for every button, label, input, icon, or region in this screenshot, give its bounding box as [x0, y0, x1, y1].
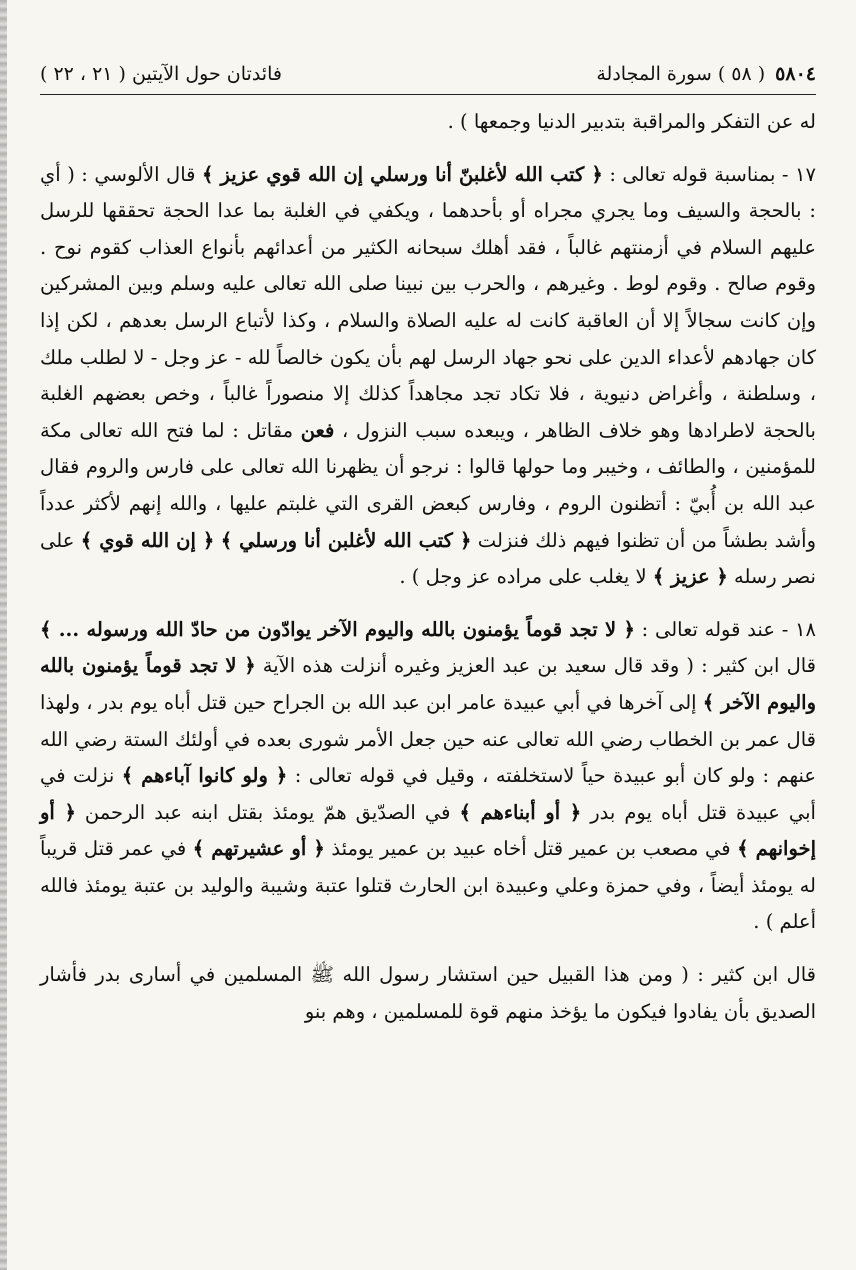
text-run: قال ابن كثير : ( ومن هذا القبيل حين استشار رسول الله ﷺ المسلمين في أسارى بدر فأشار الصديق بأن يفادوا فيكون ما يؤخذ منهم قوة للمسلمين ، وهم بنو [40, 963, 816, 1023]
page-number: ٥٨٠٤ [775, 63, 816, 85]
text-run: مقاتل : لما فتح الله تعالى مكة للمؤمنين ، والطائف ، وخيبر وما حولها قالوا : نرجو أن يظهرنا الله تعالى على فارس والروم فقال عبد الله بن أُبيّ : أتظنون الروم ، وفارس كبعض القرى التي غلبتم عليها ، والله إنهم لأكثر عدداً وأشد بطشاً من أن تظنوا فيهم ذلك فنزلت [40, 418, 816, 552]
paragraph [40, 612, 816, 941]
quran-verse: ﴿ كتب الله لأغلبن أنا ورسلي ﴾ [220, 528, 472, 552]
text-run: قال ابن كثير : ( وقد قال سعيد بن عبد العزيز وغيره أنزلت هذه الآية [255, 654, 817, 678]
book-page [40, 0, 816, 1270]
section-title: فائدتان حول الآيتين ( ٢١ ، ٢٢ ) [40, 63, 282, 85]
text-run: لا يغلب على مراده عز وجل ) . [399, 565, 653, 589]
scanned-page-edge [0, 0, 7, 1270]
quran-verse: ﴿ لا تجد قوماً يؤمنون بالله واليوم الآخر ﴾ [40, 654, 816, 714]
text-run: قال الألوسي : ( أي : بالحجة والسيف وما يجري مجراه أو بأحدهما ، ويكفي في الغلبة بما عدا الحجة تحققها للرسل عليهم السلام في أزمنتهم غالباً ، فقد أهلك سبحانه الكثير من أعدائهم بأنواع العذاب كقوم نوح . وقوم صالح . وقوم لوط . وغيرهم ، والحرب بين نبينا صلى الله تعالى عليه وسلم وبين المشركين وإن كانت سجالاً إلا أن العاقبة كانت له عليه الصلاة والسلام ، وكذا لأتباع الرسل بعدهم ، لكن إذا كان جهادهم لأعداء الدين على نحو جهاد الرسل لهم بأن يكون خالصاً لله - عز وجل - لا لطلب ملك ، وسلطنة ، وأغراض دنيوية ، فلا تكاد تجد مجاهداً كذلك إلا منصوراً غالباً ، وخص بعضهم الغلبة بالحجة لاطرادها وهو خلاف الظاهر ، ويبعده سبب النزول ، [40, 162, 816, 442]
quran-verse: ﴿ أو إخوانهم ﴾ [40, 800, 816, 861]
paragraph [40, 957, 816, 1030]
text-run: نزلت في أبي عبيدة قتل أباه يوم بدر [40, 764, 816, 824]
paragraph [40, 157, 816, 596]
quran-verse: ﴿ ولو كانوا آباءهم ﴾ [121, 764, 288, 788]
paragraph [40, 104, 816, 141]
text-run: في مصعب بن عمير قتل أخاه عبيد بن عمير يومئذ [324, 837, 738, 861]
text-run: على نصر رسله [40, 528, 816, 589]
quran-verse: ﴿ إن الله قوي ﴾ [80, 528, 215, 552]
text-run: ١٨ - عند قوله تعالى : [634, 617, 816, 641]
quran-verse: فعن [300, 418, 335, 442]
surah-title: ( ٥٨ ) سورة المجادلة [596, 63, 766, 85]
running-header [40, 58, 816, 90]
quran-verse: ﴿ أو أبناءهم ﴾ [459, 800, 582, 824]
text-run: ١٧ - بمناسبة قوله تعالى : [602, 162, 816, 186]
quran-verse: ﴿ كتب الله لأغلبنّ أنا ورسلي إن الله قوي عزيز ﴾ [201, 162, 603, 186]
header-right [596, 58, 816, 90]
text-run: في عمر قتل قريباً له يومئذ أيضاً ، وفي حمزة وعلي وعبيدة ابن الحارث قتلوا عتبة وشيبة والوليد بن عتبة يومئذ فالله أعلم ) . [40, 837, 816, 934]
page-body [40, 104, 816, 1030]
quran-verse: ﴿ لا تجد قوماً يؤمنون بالله واليوم الآخر يوادّون من حادّ الله ورسوله ... ﴾ [40, 617, 635, 641]
text-run: في الصدّيق همّ يومئذ بقتل ابنه عبد الرحمن [75, 800, 460, 824]
quran-verse: ﴿ أو عشيرتهم ﴾ [192, 837, 325, 861]
quran-verse: ﴿ عزيز ﴾ [652, 565, 728, 589]
text-run: إلى آخرها في أبي عبيدة عامر ابن عبد الله بن الجراح حين قتل أباه يوم بدر ، ولهذا قال عمر بن الخطاب رضي الله تعالى عنه حين جعل الأمر شورى بعده في أولئك الستة رضي الله عنهم : ولو كان أبو عبيدة حياً لاستخلفته ، وقيل في قوله تعالى : [40, 690, 816, 788]
text-run: له عن التفكر والمراقبة بتدبير الدنيا وجمعها ) . [447, 110, 816, 133]
header-rule [40, 94, 816, 95]
